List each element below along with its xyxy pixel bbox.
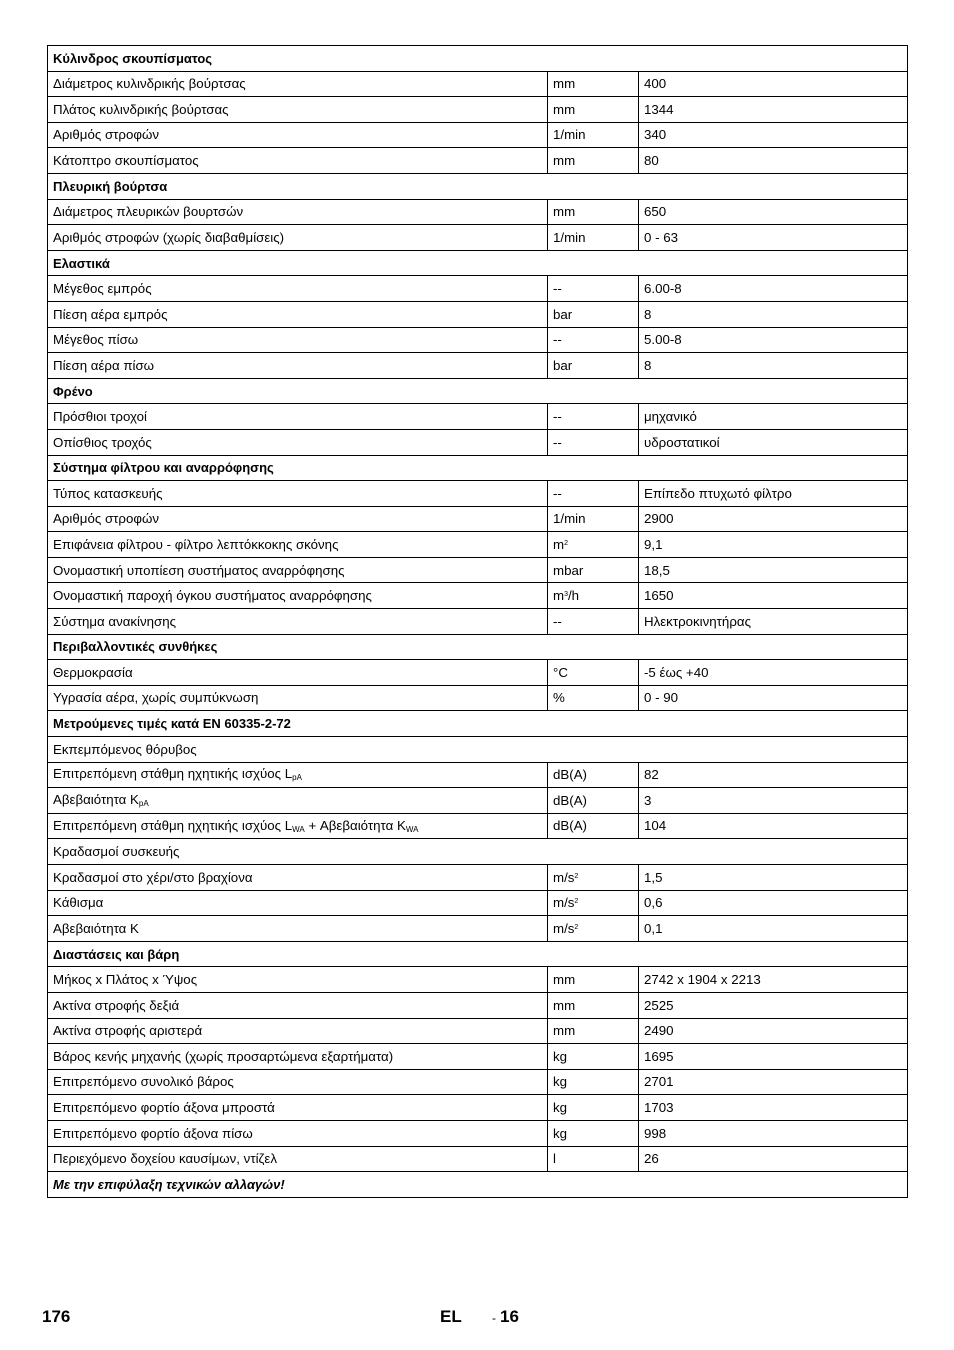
- table-row: [48, 199, 908, 225]
- value-cell: [639, 967, 908, 993]
- unit-text: --: [553, 485, 562, 501]
- parameter-cell: [48, 890, 548, 916]
- section-header-row: [48, 378, 908, 404]
- value-text: 3: [644, 792, 652, 808]
- unit-text: mbar: [553, 562, 584, 578]
- label-text: Αριθμός στροφών: [53, 127, 160, 143]
- section-header-row: [48, 250, 908, 276]
- unit-text: mm: [553, 76, 576, 92]
- parameter-cell: [48, 276, 548, 302]
- label-text: Κύλινδρος σκουπίσματος: [53, 50, 213, 66]
- unit-text: --: [553, 408, 562, 424]
- row-label: [48, 737, 908, 763]
- label-text: Διάμετρος κυλινδρικής βούρτσας: [53, 76, 246, 92]
- value-cell: [639, 583, 908, 609]
- table-row: [48, 685, 908, 711]
- label-text: Αριθμός στροφών: [53, 511, 160, 527]
- unit-text: °C: [553, 664, 568, 680]
- table-row: [48, 122, 908, 148]
- unit-cell: [548, 788, 639, 814]
- unit-cell: [548, 660, 639, 686]
- unit-superscript: 2: [574, 923, 579, 931]
- section-header-row: [48, 455, 908, 481]
- section-page-number: 16: [500, 1307, 519, 1326]
- label-text: Ελαστικά: [53, 255, 110, 271]
- value-cell: [639, 148, 908, 174]
- table-row: [48, 1120, 908, 1146]
- unit-text: --: [553, 280, 562, 296]
- label-text: Επιτρεπόμενο φορτίο άξονα πίσω: [53, 1125, 253, 1141]
- label-text: Κάτοπτρο σκουπίσματος: [53, 153, 199, 169]
- value-text: 8: [644, 306, 652, 322]
- label-text: Πλευρική βούρτσα: [53, 178, 168, 194]
- technical-data-table: [47, 45, 908, 1198]
- row-label: [48, 378, 908, 404]
- unit-text: --: [553, 434, 562, 450]
- label-text: Επιφάνεια φίλτρου - φίλτρο λεπτόκκοκης σκόνης: [53, 536, 339, 552]
- label-text: Θερμοκρασία: [53, 664, 133, 680]
- value-text: 1650: [644, 588, 674, 604]
- value-cell: [639, 506, 908, 532]
- section-page: [492, 1307, 519, 1327]
- value-cell: [639, 685, 908, 711]
- value-text: 340: [644, 127, 667, 143]
- table-row: [48, 660, 908, 686]
- value-text: 2490: [644, 1023, 674, 1039]
- parameter-cell: [48, 557, 548, 583]
- unit-cell: [548, 916, 639, 942]
- value-cell: [639, 762, 908, 788]
- unit-superscript: 3: [564, 591, 568, 599]
- section-header-row: [48, 634, 908, 660]
- unit-cell: [548, 404, 639, 430]
- table-row: [48, 762, 908, 788]
- label-text: Αβεβαιότητα K: [53, 920, 139, 936]
- label-text: Επιτρεπόμενη στάθμη ηχητικής ισχύος L: [53, 766, 293, 782]
- table-row: [48, 148, 908, 174]
- value-text: 26: [644, 1151, 659, 1167]
- value-text: μηχανικό: [644, 408, 697, 424]
- label-text: Οπίσθιος τροχός: [53, 434, 152, 450]
- value-cell: [639, 609, 908, 635]
- unit-cell: [548, 1120, 639, 1146]
- parameter-cell: [48, 967, 548, 993]
- parameter-cell: [48, 583, 548, 609]
- unit-text: kg: [553, 1125, 568, 1141]
- label-text: Επιτρεπόμενη στάθμη ηχητικής ισχύος L: [53, 817, 293, 833]
- label-text: Υγρασία αέρα, χωρίς συμπύκνωση: [53, 690, 259, 706]
- unit-cell: [548, 1146, 639, 1172]
- label-text: Επιτρεπόμενο φορτίο άξονα μπροστά: [53, 1099, 275, 1115]
- table-row: [48, 1044, 908, 1070]
- value-cell: [639, 225, 908, 251]
- label-text: Κραδασμοί στο χέρι/στο βραχίονα: [53, 869, 253, 885]
- parameter-cell: [48, 404, 548, 430]
- value-text: υδροστατικοί: [644, 434, 720, 450]
- row-label: [48, 839, 908, 865]
- parameter-cell: [48, 71, 548, 97]
- table-row: [48, 1018, 908, 1044]
- parameter-cell: [48, 685, 548, 711]
- unit-cell: [548, 429, 639, 455]
- label-text: Πρόσθιοι τροχοί: [53, 408, 147, 424]
- value-text: 0 - 90: [644, 690, 679, 706]
- row-label: [48, 1172, 908, 1198]
- row-label: [48, 941, 908, 967]
- value-text: Ηλεκτροκινητήρας: [644, 613, 751, 629]
- label-text: Πίεση αέρα πίσω: [53, 357, 155, 373]
- row-label: [48, 455, 908, 481]
- parameter-cell: [48, 1120, 548, 1146]
- value-cell: [639, 1120, 908, 1146]
- table-row: [48, 992, 908, 1018]
- label-text: Διαστάσεις και βάρη: [53, 946, 180, 962]
- table-row: [48, 327, 908, 353]
- value-cell: [639, 1146, 908, 1172]
- table-row: [48, 506, 908, 532]
- value-text: 1703: [644, 1099, 674, 1115]
- value-cell: [639, 122, 908, 148]
- parameter-cell: [48, 481, 548, 507]
- parameter-cell: [48, 148, 548, 174]
- unit-cell: [548, 276, 639, 302]
- unit-text: dB(A): [553, 792, 587, 808]
- table-row: [48, 301, 908, 327]
- section-header-row: [48, 46, 908, 72]
- unit-cell: [548, 685, 639, 711]
- value-text: 1695: [644, 1048, 674, 1064]
- parameter-cell: [48, 327, 548, 353]
- value-text: 400: [644, 76, 667, 92]
- unit-cell: [548, 609, 639, 635]
- value-text: 0,6: [644, 895, 663, 911]
- section-header-row: [48, 173, 908, 199]
- parameter-cell: [48, 1095, 548, 1121]
- label-text: Κραδασμοί συσκευής: [53, 844, 180, 860]
- technical-data-body: [48, 46, 908, 1198]
- unit-text: kg: [553, 1074, 568, 1090]
- table-row: [48, 788, 908, 814]
- unit-cell: [548, 353, 639, 379]
- unit-text: dB(A): [553, 767, 587, 783]
- unit-cell: [548, 97, 639, 123]
- unit-cell: [548, 481, 639, 507]
- table-row: [48, 276, 908, 302]
- unit-text: m: [553, 588, 565, 604]
- parameter-cell: [48, 1069, 548, 1095]
- parameter-cell: [48, 532, 548, 558]
- value-cell: [639, 404, 908, 430]
- unit-cell: [548, 583, 639, 609]
- value-cell: [639, 71, 908, 97]
- parameter-cell: [48, 97, 548, 123]
- table-row: [48, 353, 908, 379]
- unit-text: kg: [553, 1099, 568, 1115]
- table-row: [48, 1095, 908, 1121]
- label-text: Ονομαστική παροχή όγκου συστήματος αναρρόφησης: [53, 588, 372, 604]
- unit-text: --: [553, 332, 562, 348]
- value-cell: [639, 353, 908, 379]
- parameter-cell: [48, 199, 548, 225]
- section-header-row: [48, 941, 908, 967]
- value-cell: [639, 1018, 908, 1044]
- unit-text: mm: [553, 1023, 576, 1039]
- unit-cell: [548, 890, 639, 916]
- label-subscript: pA: [138, 799, 149, 809]
- label-text: Πλάτος κυλινδρικής βούρτσας: [53, 101, 229, 117]
- value-text: 9,1: [644, 536, 663, 552]
- note-row: [48, 1172, 908, 1198]
- label-subscript: WA: [292, 824, 305, 834]
- parameter-cell: [48, 1146, 548, 1172]
- unit-cell: [548, 122, 639, 148]
- label-text-cont: + Αβεβαιότητα K: [304, 817, 406, 833]
- value-text: 0 - 63: [644, 229, 679, 245]
- unit-cell: [548, 327, 639, 353]
- value-text: 2900: [644, 511, 674, 527]
- unit-text: bar: [553, 306, 573, 322]
- label-text: Μετρούμενες τιμές κατά EN 60335-2-72: [53, 716, 291, 732]
- unit-cell: [548, 301, 639, 327]
- value-cell: [639, 481, 908, 507]
- unit-text: 1/min: [553, 511, 586, 527]
- value-text: 2742 x 1904 x 2213: [644, 972, 761, 988]
- value-cell: [639, 1095, 908, 1121]
- parameter-cell: [48, 1044, 548, 1070]
- parameter-cell: [48, 122, 548, 148]
- value-text: 104: [644, 818, 667, 834]
- label-text: Με την επιφύλαξη τεχνικών αλλαγών!: [53, 1176, 285, 1192]
- value-text: 2701: [644, 1074, 674, 1090]
- table-row: [48, 890, 908, 916]
- table-row: [48, 97, 908, 123]
- unit-text: l: [553, 1151, 556, 1167]
- label-text: Ακτίνα στροφής αριστερά: [53, 1023, 203, 1039]
- value-cell: [639, 557, 908, 583]
- unit-cell: [548, 992, 639, 1018]
- unit-cell: [548, 199, 639, 225]
- unit-superscript: 2: [574, 898, 579, 906]
- subsection-row: [48, 737, 908, 763]
- value-cell: [639, 890, 908, 916]
- label-text: Διάμετρος πλευρικών βουρτσών: [53, 204, 244, 220]
- label-text: Αριθμός στροφών (χωρίς διαβαθμίσεις): [53, 229, 285, 245]
- label-text: Εκπεμπόμενος θόρυβος: [53, 741, 197, 757]
- value-cell: [639, 992, 908, 1018]
- value-cell: [639, 532, 908, 558]
- unit-tail: /h: [567, 588, 580, 604]
- table-row: [48, 813, 908, 839]
- unit-cell: [548, 225, 639, 251]
- unit-text: mm: [553, 997, 576, 1013]
- unit-cell: [548, 1044, 639, 1070]
- parameter-cell: [48, 660, 548, 686]
- parameter-cell: [48, 788, 548, 814]
- label-text: Κάθισμα: [53, 895, 104, 911]
- subsection-row: [48, 839, 908, 865]
- parameter-cell: [48, 429, 548, 455]
- parameter-cell: [48, 916, 548, 942]
- value-cell: [639, 1044, 908, 1070]
- unit-text: m/s: [553, 895, 575, 911]
- unit-text: 1/min: [553, 229, 586, 245]
- unit-text: dB(A): [553, 818, 587, 834]
- parameter-cell: [48, 813, 548, 839]
- unit-text: m: [553, 536, 565, 552]
- value-cell: [639, 301, 908, 327]
- table-row: [48, 557, 908, 583]
- value-text: -5 έως +40: [644, 664, 709, 680]
- unit-cell: [548, 762, 639, 788]
- table-row: [48, 583, 908, 609]
- label-text: Μέγεθος εμπρός: [53, 280, 152, 296]
- table-row: [48, 481, 908, 507]
- label-text: Ακτίνα στροφής δεξιά: [53, 997, 180, 1013]
- unit-text: mm: [553, 101, 576, 117]
- label-text: Φρένο: [53, 383, 93, 399]
- label-text: Επιτρεπόμενο συνολικό βάρος: [53, 1074, 234, 1090]
- value-text: 82: [644, 767, 659, 783]
- unit-cell: [548, 532, 639, 558]
- unit-cell: [548, 1018, 639, 1044]
- unit-text: mm: [553, 972, 576, 988]
- value-cell: [639, 276, 908, 302]
- table-row: [48, 429, 908, 455]
- unit-cell: [548, 148, 639, 174]
- value-cell: [639, 916, 908, 942]
- table-row: [48, 1069, 908, 1095]
- unit-text: 1/min: [553, 127, 586, 143]
- parameter-cell: [48, 609, 548, 635]
- unit-text: kg: [553, 1048, 568, 1064]
- row-label: [48, 711, 908, 737]
- row-label: [48, 634, 908, 660]
- parameter-cell: [48, 865, 548, 891]
- unit-cell: [548, 865, 639, 891]
- label-text: Αβεβαιότητα K: [53, 792, 139, 808]
- unit-text: %: [553, 690, 565, 706]
- parameter-cell: [48, 992, 548, 1018]
- value-text: 18,5: [644, 562, 670, 578]
- language-code: EL: [440, 1307, 462, 1326]
- table-row: [48, 865, 908, 891]
- label-text: Πίεση αέρα εμπρός: [53, 306, 168, 322]
- parameter-cell: [48, 353, 548, 379]
- parameter-cell: [48, 506, 548, 532]
- value-text: 650: [644, 204, 667, 220]
- table-row: [48, 609, 908, 635]
- value-cell: [639, 865, 908, 891]
- row-label: [48, 250, 908, 276]
- label-text: Μέγεθος πίσω: [53, 332, 139, 348]
- unit-superscript: 2: [564, 539, 568, 547]
- value-text: 5.00-8: [644, 332, 682, 348]
- table-row: [48, 225, 908, 251]
- value-cell: [639, 327, 908, 353]
- unit-cell: [548, 557, 639, 583]
- value-cell: [639, 429, 908, 455]
- unit-text: m/s: [553, 920, 575, 936]
- table-row: [48, 532, 908, 558]
- parameter-cell: [48, 762, 548, 788]
- value-text: 998: [644, 1125, 667, 1141]
- unit-cell: [548, 1069, 639, 1095]
- row-label: [48, 46, 908, 72]
- unit-text: mm: [553, 153, 576, 169]
- label-text: Σύστημα ανακίνησης: [53, 613, 177, 629]
- value-text: 1344: [644, 101, 674, 117]
- unit-cell: [548, 967, 639, 993]
- parameter-cell: [48, 301, 548, 327]
- label-text: Μήκος x Πλάτος x Ύψος: [53, 972, 198, 988]
- table-row: [48, 71, 908, 97]
- unit-cell: [548, 1095, 639, 1121]
- value-text: 2525: [644, 997, 674, 1013]
- table-row: [48, 916, 908, 942]
- unit-text: --: [553, 613, 562, 629]
- table-row: [48, 967, 908, 993]
- label-text: Βάρος κενής μηχανής (χωρίς προσαρτώμενα εξαρτήματα): [53, 1048, 394, 1064]
- unit-text: bar: [553, 357, 573, 373]
- unit-text: mm: [553, 204, 576, 220]
- unit-superscript: 2: [574, 872, 579, 880]
- page-number: 176: [42, 1307, 71, 1326]
- row-label: [48, 173, 908, 199]
- value-cell: [639, 1069, 908, 1095]
- label-text: Τύπος κατασκευής: [53, 485, 163, 501]
- value-cell: [639, 813, 908, 839]
- unit-cell: [548, 813, 639, 839]
- unit-cell: [548, 506, 639, 532]
- parameter-cell: [48, 225, 548, 251]
- value-text: 0,1: [644, 920, 663, 936]
- table-row: [48, 404, 908, 430]
- value-text: 8: [644, 357, 652, 373]
- unit-cell: [548, 71, 639, 97]
- parameter-cell: [48, 1018, 548, 1044]
- label-text: Περιβαλλοντικές συνθήκες: [53, 639, 218, 655]
- value-text: 6.00-8: [644, 280, 682, 296]
- value-text: 80: [644, 153, 659, 169]
- unit-text: m/s: [553, 869, 575, 885]
- value-text: 1,5: [644, 869, 663, 885]
- value-text: Επίπεδο πτυχωτό φίλτρο: [644, 485, 792, 501]
- page-dash: -: [492, 1311, 496, 1325]
- label-text: Σύστημα φίλτρου και αναρρόφησης: [53, 460, 274, 476]
- section-header-row: [48, 711, 908, 737]
- label-text: Περιεχόμενο δοχείου καυσίμων, ντίζελ: [53, 1151, 277, 1167]
- label-subscript: WA: [405, 824, 419, 834]
- value-cell: [639, 788, 908, 814]
- value-cell: [639, 199, 908, 225]
- label-text: Ονομαστική υποπίεση συστήματος αναρρόφησης: [53, 562, 345, 578]
- table-row: [48, 1146, 908, 1172]
- value-cell: [639, 97, 908, 123]
- label-subscript: pA: [292, 773, 302, 783]
- value-cell: [639, 660, 908, 686]
